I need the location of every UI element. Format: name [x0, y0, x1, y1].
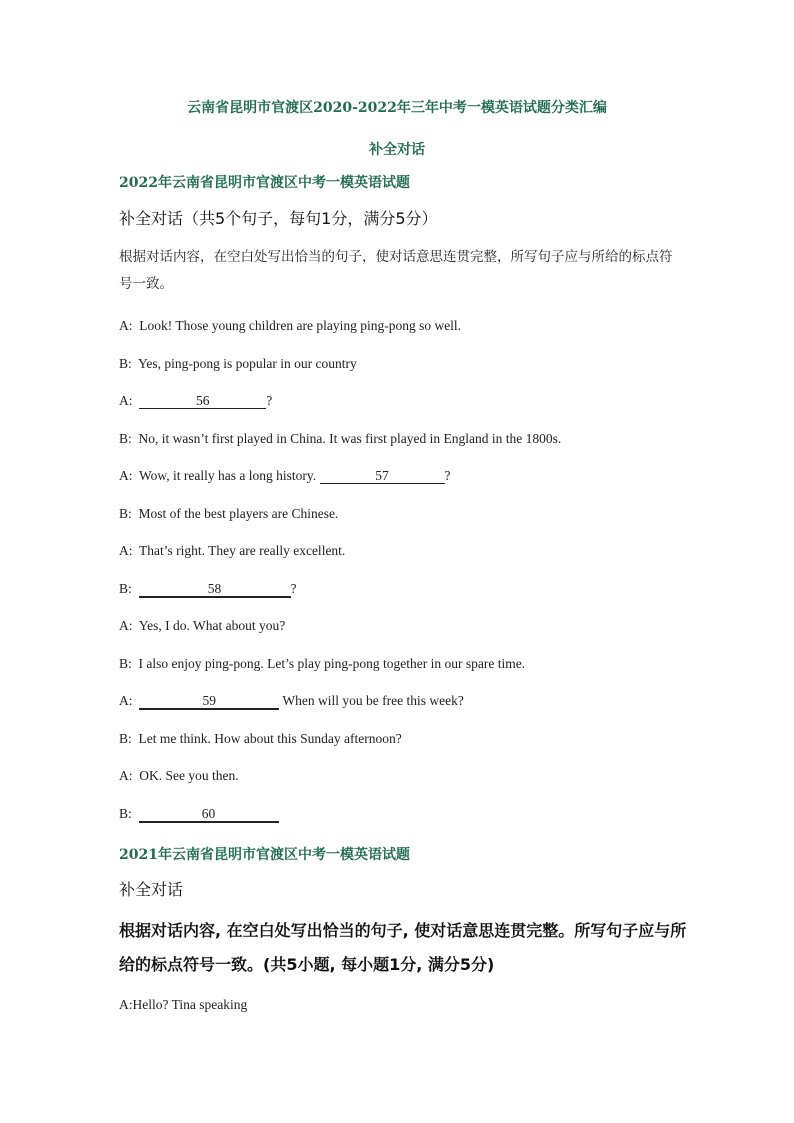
instruction-2022: 根据对话内容，在空白处写出恰当的句子，使对话意思连贯完整，所写句子应与所给的标点符号一致。 [119, 249, 673, 292]
answer-blank-59[interactable] [139, 693, 279, 710]
blank-number: 57 [375, 468, 389, 483]
dialogue-text: OK. See you then. [139, 768, 239, 783]
dialogue-line: A:Hello? Tina speaking [119, 997, 248, 1012]
dialogue-text: No, it wasn’t first played in China. It was first played in England in the 1800s. [138, 431, 562, 446]
dialogue-text: Yes, I do. What about you? [138, 618, 286, 633]
dialogue-line [119, 318, 461, 334]
answer-blank-58[interactable] [139, 581, 291, 598]
dialogue-text: Yes, ping-pong is popular in our country [138, 356, 357, 371]
speaker-label: A: [119, 318, 133, 333]
answer-blank-60[interactable] [139, 806, 279, 823]
dialogue-line [119, 731, 402, 747]
punctuation: ? [444, 468, 451, 483]
blank-number: 56 [196, 393, 210, 408]
blank-number: 60 [201, 806, 216, 821]
dialogue-text: That’s right. They are really excellent. [139, 543, 346, 558]
punctuation: ? [266, 393, 273, 408]
dialogue-line [119, 431, 561, 447]
answer-blank-56[interactable] [139, 393, 266, 409]
speaker-label: A: [119, 468, 133, 483]
dialogue-text: Wow, it really has a long history. [139, 468, 320, 483]
dialogue-line [119, 393, 272, 409]
speaker-label: A: [119, 543, 133, 558]
main-title: 云南省昆明市官渡区2020-2022年三年中考一模英语试题分类汇编 [187, 100, 607, 116]
dialogue-line [119, 656, 525, 672]
speaker-label: B: [119, 506, 132, 521]
sub-title: 补全对话 [369, 142, 425, 158]
answer-blank-57[interactable] [320, 468, 445, 484]
speaker-label: B: [119, 806, 132, 821]
question-title-2021: 补全对话 [119, 880, 184, 899]
speaker-label: B: [119, 656, 132, 671]
speaker-label: B: [119, 581, 132, 596]
dialogue-line [119, 806, 279, 823]
dialogue-text: I also enjoy ping-pong. Let’s play ping-pong together in our spare time. [138, 656, 526, 671]
dialogue-line [119, 618, 285, 634]
speaker-label: A: [119, 768, 133, 783]
speaker-label: A: [119, 393, 133, 408]
dialogue-line [119, 468, 451, 484]
speaker-label: B: [119, 731, 132, 746]
section-heading-2021: 2021年云南省昆明市官渡区中考一模英语试题 [119, 847, 410, 863]
punctuation: ? [290, 581, 297, 596]
dialogue-line [119, 581, 297, 598]
blank-number: 59 [202, 693, 216, 708]
dialogue-line [119, 356, 357, 372]
speaker-label: A: [119, 618, 133, 633]
speaker-label: B: [119, 356, 132, 371]
dialogue-text: When will you be free this week? [279, 693, 464, 708]
dialogue-text: Let me think. How about this Sunday afternoon? [138, 731, 402, 746]
section-heading-2022: 2022年云南省昆明市官渡区中考一模英语试题 [119, 175, 410, 191]
dialogue-line [119, 768, 239, 784]
dialogue-text: Most of the best players are Chinese. [138, 506, 339, 521]
dialogue-line [119, 506, 338, 522]
blank-number: 58 [207, 581, 222, 596]
speaker-label: B: [119, 431, 132, 446]
dialogue-text: Look! Those young children are playing ping-pong so well. [139, 318, 462, 333]
speaker-label: A: [119, 693, 133, 708]
dialogue-line [119, 693, 464, 710]
question-title-2022: 补全对话（共5个句子，每句1分，满分5分） [119, 209, 438, 228]
instruction-2021: 根据对话内容, 在空白处写出恰当的句子, 使对话意思连贯完整。所写句子应与所给的标点符号一致。(共5小题, 每小题1分, 满分5分) [119, 921, 687, 974]
dialogue-line [119, 543, 345, 559]
